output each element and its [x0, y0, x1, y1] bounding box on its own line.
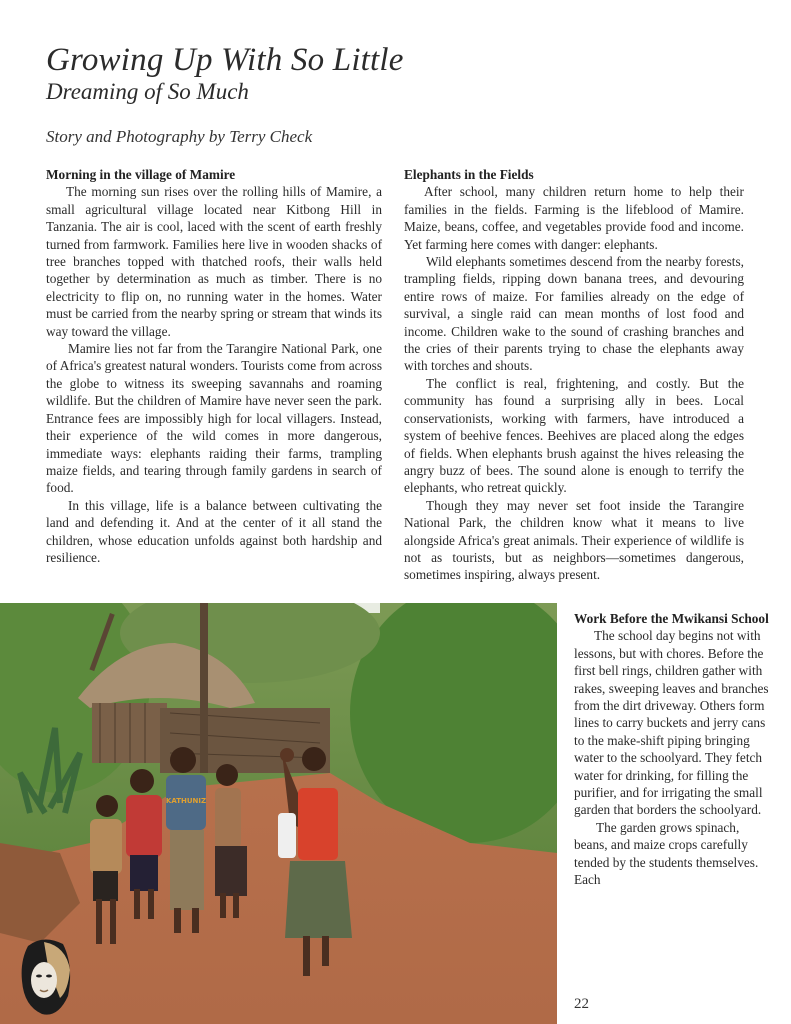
paragraph: After school, many children return home to help their families in the fields. Farming is the lifeblood of Mamire. Maize, beans, coffee, and vegetables provide food and income. Yet farming here comes with danger: elephants.	[404, 184, 744, 252]
shirt-text: KATHUNIZ	[165, 797, 207, 805]
section-work-before-school	[574, 610, 774, 889]
section-morning-in-mamire	[46, 166, 382, 566]
venetian-mask-icon	[18, 936, 74, 1018]
section-heading: Morning in the village of Mamire	[46, 167, 236, 182]
village-children-photo	[0, 603, 557, 1024]
paragraph: In this village, life is a balance between cultivating the land and defending it. And at the center of it all stand the children, whose education unfolds against both hardship and resilience.	[46, 497, 382, 565]
byline: Story and Photography by Terry Check	[46, 127, 313, 146]
paragraph: The morning sun rises over the rolling hills of Mamire, a small agricultural village located near Kitbong Hill in Tanzania. The air is cool, laced with the scent of earth freshly turned from farmwork. Families here live in wooden shacks of tree branches topped with thatched roofs, their walls held together by determination as much as timber. There is no electricity to flip on, no running water in the homes. Water must be carried from the nearby spring or stream that winds its way toward the village.	[46, 184, 382, 339]
section-heading: Elephants in the Fields	[404, 167, 534, 182]
paragraph: Mamire lies not far from the Tarangire National Park, one of Africa's greatest natural wonders. Tourists come from across the globe to witness its sweeping savannahs and roaming wildlife. But the children of Mamire have never seen the park. Entrance fees are impossibly high for local villagers. Instead, their experience of the wild comes in more dangerous, immediate ways: elephants raiding their farms, trampling maize fields, and tearing through family gardens in search of food.	[46, 341, 382, 496]
page-number: 22	[574, 996, 589, 1012]
article-title: Growing Up With So Little	[46, 42, 404, 78]
paragraph: The conflict is real, frightening, and costly. But the community has found a surprising ally in bees. Local conservationists, working with farmers, have introduced a system of beehive fences. Beehives are placed along the edges of fields. When elephants brush against the hives releasing the angry buzz of bees. The sound alone is enough to terrify the elephants, who retreat quickly.	[404, 375, 744, 496]
section-elephants-in-fields	[404, 166, 744, 584]
paragraph: The garden grows spinach, beans, and maize crops carefully tended by the students themselves. Each	[574, 819, 759, 888]
section-heading: Work Before the Mwikansi School	[574, 611, 769, 626]
paragraph: The school day begins not with lessons, but with chores. Before the first bell rings, children gather with rakes, sweeping leaves and branches from the dirt driveway. Others form lines to carry buckets and jerry cans to the make-shift piping bringing water to the schoolyard. They fetch water for drinking, for filling the purifier, and for irrigating the small garden that borders the schoolyard.	[574, 628, 769, 818]
paragraph: Wild elephants sometimes descend from the nearby forests, trampling fields, ripping down banana trees, and devouring entire rows of maize. For families already on the edge of survival, a single raid can mean months of lost food and income. Children wake to the sound of crashing branches and the cries of their parents trying to chase the elephants away with torches and shouts.	[404, 254, 744, 374]
paragraph: Though they may never set foot inside the Tarangire National Park, the children know what it means to live alongside Africa's great animals. Their experience of wildlife is not as tourists, but as neighbors—sometimes dangerous, sometimes inspiring, always present.	[404, 497, 744, 583]
article-subtitle: Dreaming of So Much	[46, 79, 249, 104]
